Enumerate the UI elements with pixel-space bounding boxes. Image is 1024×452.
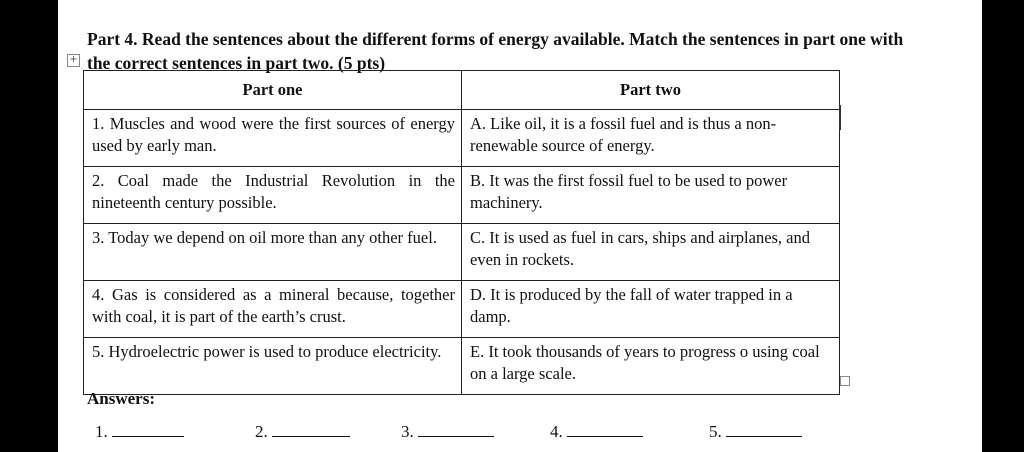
part-one-sentence-3: 3. Today we depend on oil more than any other fuel. bbox=[84, 224, 462, 281]
part-one-sentence-4: 4. Gas is considered as a mineral because, together with coal, it is part of the earth’s crust. bbox=[84, 281, 462, 338]
document-page bbox=[58, 0, 982, 452]
answer-4-blank[interactable] bbox=[567, 420, 643, 437]
table-row bbox=[84, 167, 840, 224]
table-row bbox=[84, 281, 840, 338]
answer-2-blank[interactable] bbox=[272, 420, 350, 437]
table-row bbox=[84, 110, 840, 167]
answers-label: Answers: bbox=[87, 389, 155, 408]
part4-instructions bbox=[87, 27, 977, 75]
part-one-sentence-5: 5. Hydroelectric power is used to produce electricity. bbox=[84, 338, 462, 395]
text-cursor bbox=[839, 105, 841, 130]
matching-table bbox=[83, 70, 840, 395]
answer-4 bbox=[550, 420, 643, 442]
answer-1-blank[interactable] bbox=[112, 420, 184, 437]
instructions-line-1: Part 4. Read the sentences about the different forms of energy available. Match the sentences in part one with bbox=[87, 29, 904, 49]
answer-number: 2. bbox=[255, 422, 268, 441]
instructions-line-2: the correct sentences in part two. (5 pts) bbox=[87, 53, 386, 73]
part-two-sentence-d: D. It is produced by the fall of water trapped in a damp. bbox=[462, 281, 840, 338]
part-two-sentence-b: B. It was the first fossil fuel to be used to power machinery. bbox=[462, 167, 840, 224]
table-move-handle-icon[interactable]: + bbox=[67, 54, 80, 67]
answer-1 bbox=[95, 420, 184, 442]
answer-number: 5. bbox=[709, 422, 722, 441]
answer-number: 1. bbox=[95, 422, 108, 441]
table-resize-handle-icon[interactable] bbox=[840, 376, 850, 386]
part-two-sentence-c: C. It is used as fuel in cars, ships and airplanes, and even in rockets. bbox=[462, 224, 840, 281]
table-row bbox=[84, 338, 840, 395]
header-part-two: Part two bbox=[462, 71, 840, 110]
header-part-one: Part one bbox=[84, 71, 462, 110]
part-two-sentence-e: E. It took thousands of years to progress o using coal on a large scale. bbox=[462, 338, 840, 395]
answer-number: 4. bbox=[550, 422, 563, 441]
answer-2 bbox=[255, 420, 350, 442]
answer-3 bbox=[401, 420, 494, 442]
part-one-sentence-1: 1. Muscles and wood were the first sources of energy used by early man. bbox=[84, 110, 462, 167]
part-two-sentence-a: A. Like oil, it is a fossil fuel and is thus a non-renewable source of energy. bbox=[462, 110, 840, 167]
part-one-sentence-2: 2. Coal made the Industrial Revolution in the nineteenth century possible. bbox=[84, 167, 462, 224]
table-row bbox=[84, 224, 840, 281]
answer-5 bbox=[709, 420, 802, 442]
answer-3-blank[interactable] bbox=[418, 420, 494, 437]
answer-5-blank[interactable] bbox=[726, 420, 802, 437]
answer-number: 3. bbox=[401, 422, 414, 441]
